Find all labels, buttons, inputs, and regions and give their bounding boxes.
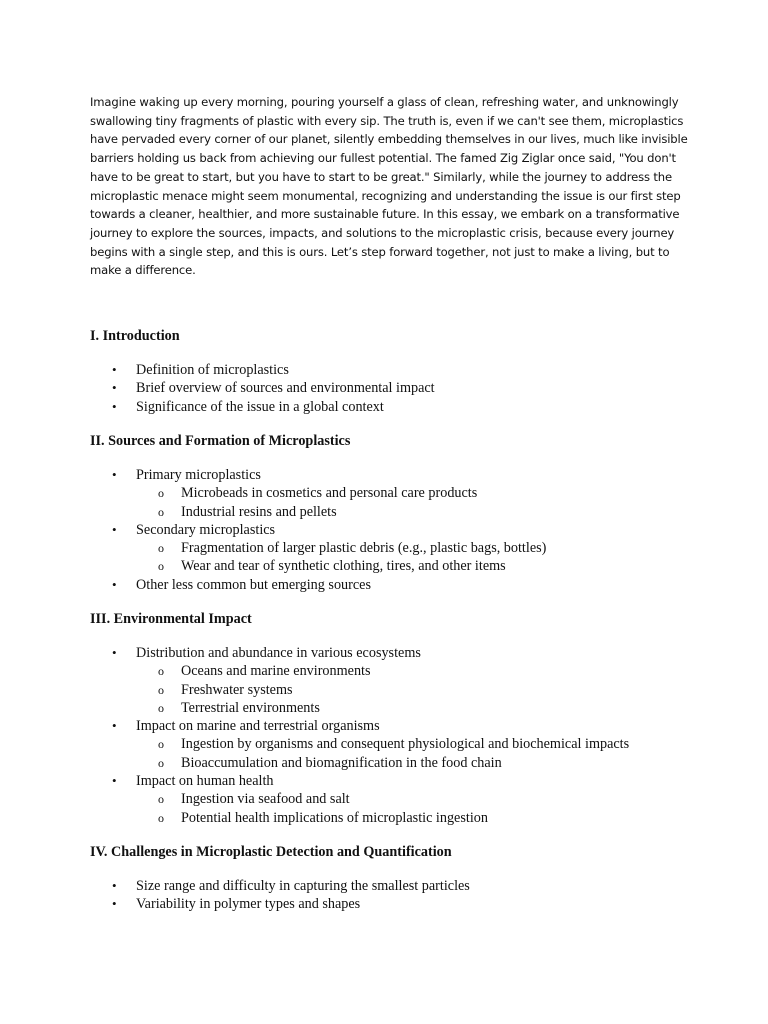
list-item-text: Definition of microplastics xyxy=(136,362,289,379)
sub-list-item-text: Ingestion by organisms and consequent physiological and biochemical impacts xyxy=(181,736,630,753)
sub-bullet-list xyxy=(136,539,690,576)
sub-list-item xyxy=(136,790,690,808)
bullet-icon: • xyxy=(112,877,117,893)
list-item-text: Primary microplastics xyxy=(136,466,261,483)
section-heading: II. Sources and Formation of Microplastics xyxy=(90,432,351,449)
list-item xyxy=(90,717,690,772)
bullet-list xyxy=(90,877,690,914)
sub-list-item-text: Microbeads in cosmetics and personal care products xyxy=(181,485,478,502)
circle-bullet-icon: o xyxy=(158,541,164,556)
list-item-text: Brief overview of sources and environmental impact xyxy=(136,380,435,397)
intro-paragraph: Imagine waking up every morning, pouring yourself a glass of clean, refreshing water, and unknowingly swallowing tiny fragments of plastic with every sip. The truth is, even if we can't see them, microplastics have pervaded every corner of our planet, silently embedding themselves in our lives, much like invisible barriers holding us back from achieving our fullest potential. The famed Zig Ziglar once said, "You don't have to be great to start, but you have to start to be great." Similarly, while the journey to address the microplastic menace might seem monumental, recognizing and understanding the issue is our first step towards a cleaner, healthier, and more sustainable future. In this essay, we embark on a transformative journey to explore the sources, impacts, and solutions to the microplastic crisis, because every journey begins with a single step, and this is ours. Let’s step forward together, not just to make a living, but to make a difference. xyxy=(90,95,688,278)
essay-outline xyxy=(90,327,690,914)
list-item-text: Distribution and abundance in various ecosystems xyxy=(136,645,421,661)
list-item xyxy=(90,521,690,576)
circle-bullet-icon: o xyxy=(158,559,164,574)
list-item-text: Other less common but emerging sources xyxy=(136,576,371,593)
sub-bullet-list xyxy=(136,790,690,827)
list-item-text: Size range and difficulty in capturing the smallest particles xyxy=(136,877,470,894)
sub-list-item-text: Potential health implications of microplastic ingestion xyxy=(181,809,488,826)
circle-bullet-icon: o xyxy=(158,792,164,807)
list-item xyxy=(90,772,690,827)
sub-list-item xyxy=(136,699,690,717)
circle-bullet-icon: o xyxy=(158,504,164,519)
section-heading: III. Environmental Impact xyxy=(90,611,252,627)
sub-list-item xyxy=(136,754,690,772)
list-item xyxy=(90,644,690,717)
list-item xyxy=(90,398,690,416)
list-item xyxy=(90,895,690,913)
sub-list-item xyxy=(136,503,690,521)
sub-list-item xyxy=(136,735,690,753)
sub-list-item xyxy=(136,557,690,575)
list-item-text: Impact on human health xyxy=(136,773,274,790)
circle-bullet-icon: o xyxy=(158,737,164,752)
document-page xyxy=(90,93,690,930)
sub-list-item xyxy=(136,484,690,502)
bullet-icon: • xyxy=(112,362,117,378)
list-item xyxy=(90,877,690,895)
sub-bullet-list xyxy=(136,662,690,717)
sub-list-item xyxy=(136,662,690,680)
bullet-icon: • xyxy=(112,718,117,734)
list-item xyxy=(90,576,690,594)
bullet-icon: • xyxy=(112,773,117,789)
list-item-text: Impact on marine and terrestrial organisms xyxy=(136,718,380,735)
sub-list-item xyxy=(136,809,690,827)
bullet-icon: • xyxy=(112,521,117,537)
circle-bullet-icon: o xyxy=(158,810,164,825)
bullet-icon: • xyxy=(112,380,117,396)
circle-bullet-icon: o xyxy=(158,700,164,715)
sub-list-item xyxy=(136,539,690,557)
sub-list-item-text: Industrial resins and pellets xyxy=(181,503,337,520)
bullet-list xyxy=(90,361,690,416)
sub-bullet-list xyxy=(136,484,690,521)
list-item xyxy=(90,361,690,379)
bullet-icon: • xyxy=(112,576,117,592)
bullet-list xyxy=(90,466,690,594)
sub-bullet-list xyxy=(136,735,690,772)
bullet-list xyxy=(90,644,690,827)
bullet-icon: • xyxy=(112,896,117,912)
list-item xyxy=(90,466,690,521)
circle-bullet-icon: o xyxy=(158,486,164,501)
sub-list-item-text: Oceans and marine environments xyxy=(181,663,371,680)
section-heading: IV. Challenges in Microplastic Detection and Quantification xyxy=(90,843,452,860)
circle-bullet-icon: o xyxy=(158,682,164,697)
sub-list-item-text: Ingestion via seafood and salt xyxy=(181,791,350,808)
sub-list-item-text: Terrestrial environments xyxy=(181,699,320,716)
circle-bullet-icon: o xyxy=(158,664,164,679)
section-heading: I. Introduction xyxy=(90,328,180,345)
sub-list-item-text: Wear and tear of synthetic clothing, tires, and other items xyxy=(181,558,506,575)
circle-bullet-icon: o xyxy=(158,755,164,770)
sub-list-item xyxy=(136,681,690,699)
bullet-icon: • xyxy=(112,645,117,660)
list-item-text: Significance of the issue in a global context xyxy=(136,398,384,415)
sub-list-item-text: Freshwater systems xyxy=(181,681,293,698)
bullet-icon: • xyxy=(112,398,117,414)
list-item-text: Secondary microplastics xyxy=(136,521,276,538)
sub-list-item-text: Fragmentation of larger plastic debris (e.g., plastic bags, bottles) xyxy=(181,540,547,557)
bullet-icon: • xyxy=(112,466,117,482)
list-item-text: Variability in polymer types and shapes xyxy=(136,896,361,913)
list-item xyxy=(90,379,690,397)
sub-list-item-text: Bioaccumulation and biomagnification in the food chain xyxy=(181,754,502,771)
